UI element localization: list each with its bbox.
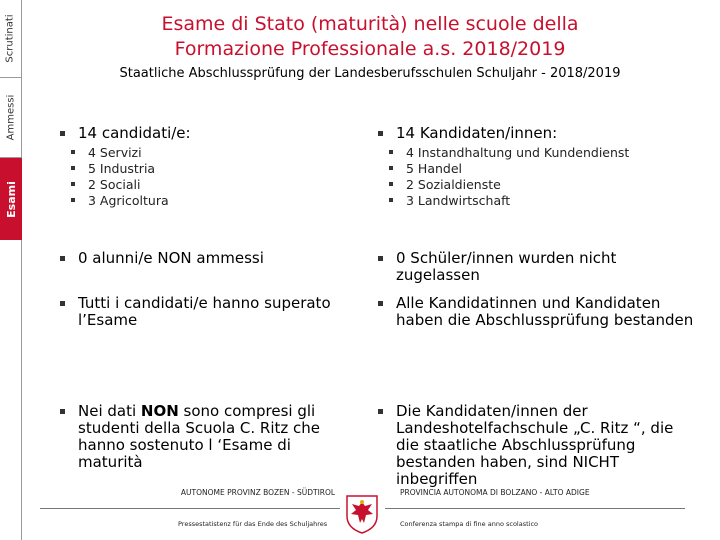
footer-right-title: PROVINCIA AUTONOMA DI BOLZANO - ALTO ADIGE xyxy=(400,488,590,497)
not-admitted-text: 0 alunni/e NON ammessi xyxy=(78,249,264,267)
footer-right-sub: Conferenza stampa di fine anno scolastico xyxy=(400,520,539,528)
eagle-coat-of-arms-icon xyxy=(345,494,379,534)
list-item: 5 Industria xyxy=(88,161,360,177)
passed-item xyxy=(60,295,360,329)
page-title xyxy=(60,12,680,62)
tab-divider xyxy=(21,240,22,540)
list-item: 5 Handel xyxy=(406,161,698,177)
footer-divider-left xyxy=(40,508,340,509)
list-item: 2 Sociali xyxy=(88,177,360,193)
footer-left-sub: Pressestatistenz für das Ende des Schuljahres xyxy=(178,520,328,528)
candidates-item xyxy=(378,125,698,209)
list-item: 4 Instandhaltung und Kundendienst xyxy=(406,145,698,161)
note-text: Nei dati NON sono compresi gli studenti della Scuola C. Ritz che hanno sostenuto l ‘Esame di maturità xyxy=(78,402,321,471)
tab-scrutinati[interactable] xyxy=(0,0,22,78)
page-subtitle: Staatliche Abschlussprüfung der Landesberufsschulen Schuljahr - 2018/2019 xyxy=(119,66,621,81)
bullet xyxy=(60,131,65,136)
not-admitted-item xyxy=(378,250,698,284)
side-tabs xyxy=(0,0,22,540)
tab-esami[interactable] xyxy=(0,158,22,240)
list-item: 3 Agricoltura xyxy=(88,193,360,209)
candidates-heading: 14 Kandidaten/innen: xyxy=(396,124,558,142)
list-item: 2 Sozialdienste xyxy=(406,177,698,193)
passed-text: Tutti i candidati/e hanno superato l’Esame xyxy=(78,294,331,329)
candidates-sublist xyxy=(88,145,360,209)
tab-label: Esami xyxy=(4,180,18,218)
tab-label: Scrutinati xyxy=(5,14,17,63)
not-admitted-item xyxy=(60,250,360,267)
title-line-1: Esame di Stato (maturità) nelle scuole della xyxy=(161,13,579,35)
title-line-2: Formazione Professionale a.s. 2018/2019 xyxy=(174,38,566,60)
note-item xyxy=(60,403,360,471)
candidates-heading: 14 candidati/e: xyxy=(78,124,191,142)
candidates-item xyxy=(60,125,360,209)
tab-ammessi[interactable] xyxy=(0,78,22,158)
not-admitted-text: 0 Schüler/innen wurden nicht zugelassen xyxy=(396,249,617,284)
note-text: Die Kandidaten/innen der Landeshotelfachschule „C. Ritz “, die die staatliche Abschlussprüfung bestanden haben, sind NICHT inbegriffen xyxy=(396,402,674,488)
tab-label: Ammessi xyxy=(5,94,16,141)
candidates-sublist xyxy=(406,145,698,209)
footer-divider-right xyxy=(385,508,685,509)
footer-left-title: AUTONOME PROVINZ BOZEN - SÜDTIROL xyxy=(180,488,336,497)
passed-text: Alle Kandidatinnen und Kandidaten haben die Abschlussprüfung bestanden xyxy=(396,294,694,329)
list-item: 3 Landwirtschaft xyxy=(406,193,698,209)
list-item: 4 Servizi xyxy=(88,145,360,161)
passed-item xyxy=(378,295,698,329)
note-item xyxy=(378,403,698,488)
